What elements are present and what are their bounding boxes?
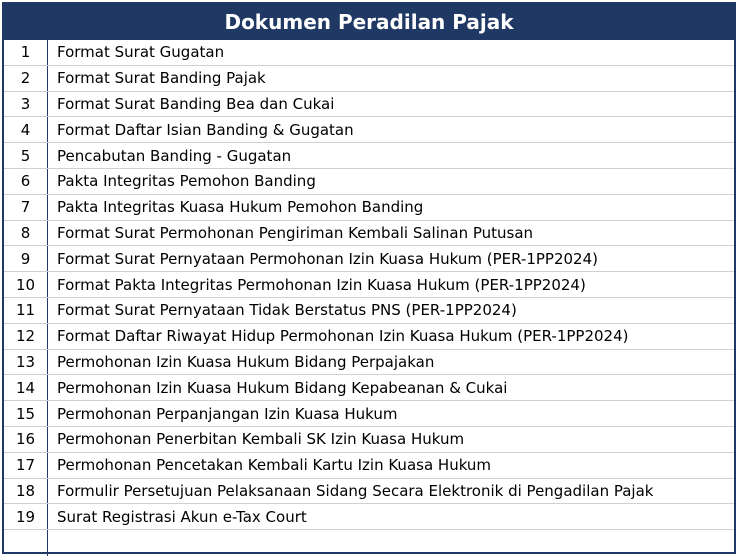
row-number: 1 xyxy=(4,40,48,65)
document-title-link[interactable]: Permohonan Penerbitan Kembali SK Izin Kuasa Hukum xyxy=(57,430,465,449)
row-number: 4 xyxy=(4,117,48,142)
document-title-link[interactable]: Format Surat Permohonan Pengiriman Kembali Salinan Putusan xyxy=(57,223,534,242)
document-title-link[interactable]: Format Surat Pernyataan Tidak Berstatus PNS (PER-1PP2024) xyxy=(57,301,517,320)
document-row[interactable] xyxy=(4,350,734,376)
page-title: Dokumen Peradilan Pajak xyxy=(224,10,514,34)
document-row[interactable] xyxy=(4,479,734,505)
document-title-link[interactable]: Format Surat Gugatan xyxy=(57,43,225,62)
document-row[interactable] xyxy=(4,246,734,272)
document-title-link[interactable]: Pakta Integritas Kuasa Hukum Pemohon Banding xyxy=(57,198,424,217)
row-number: 11 xyxy=(4,298,48,323)
row-number: 7 xyxy=(4,195,48,220)
row-number: 9 xyxy=(4,246,48,271)
document-title-link[interactable]: Format Surat Banding Pajak xyxy=(57,69,266,88)
document-title-link[interactable]: Permohonan Izin Kuasa Hukum Bidang Kepabeanan & Cukai xyxy=(57,378,508,397)
document-row[interactable] xyxy=(4,504,734,530)
document-row[interactable] xyxy=(4,40,734,66)
document-row[interactable] xyxy=(4,375,734,401)
row-number: 2 xyxy=(4,66,48,91)
row-number: 10 xyxy=(4,272,48,297)
row-number: 5 xyxy=(4,143,48,168)
document-row[interactable] xyxy=(4,324,734,350)
document-row[interactable] xyxy=(4,298,734,324)
row-number: 17 xyxy=(4,453,48,478)
row-number: 12 xyxy=(4,324,48,349)
row-number: 19 xyxy=(4,504,48,529)
document-title-link[interactable]: Formulir Persetujuan Pelaksanaan Sidang Secara Elektronik di Pengadilan Pajak xyxy=(57,481,654,500)
document-title-link[interactable]: Pakta Integritas Pemohon Banding xyxy=(57,172,316,191)
document-row[interactable] xyxy=(4,195,734,221)
document-row[interactable] xyxy=(4,272,734,298)
document-title-link[interactable]: Permohonan Izin Kuasa Hukum Bidang Perpajakan xyxy=(57,352,435,371)
document-title-link[interactable]: Format Daftar Isian Banding & Gugatan xyxy=(57,120,354,139)
document-table xyxy=(2,2,736,554)
document-title-link[interactable]: Permohonan Perpanjangan Izin Kuasa Hukum xyxy=(57,404,398,423)
row-number xyxy=(4,530,48,556)
document-row[interactable] xyxy=(4,427,734,453)
document-row[interactable] xyxy=(4,221,734,247)
document-title-link[interactable]: Pencabutan Banding - Gugatan xyxy=(57,146,292,165)
document-title-link[interactable]: Format Surat Banding Bea dan Cukai xyxy=(57,94,335,113)
document-title-link[interactable]: Format Pakta Integritas Permohonan Izin Kuasa Hukum (PER-1PP2024) xyxy=(57,275,586,294)
row-number: 16 xyxy=(4,427,48,452)
table-header xyxy=(4,4,734,40)
document-title-link[interactable]: Format Daftar Riwayat Hidup Permohonan Izin Kuasa Hukum (PER-1PP2024) xyxy=(57,327,629,346)
document-row[interactable] xyxy=(4,117,734,143)
row-number: 13 xyxy=(4,350,48,375)
document-title-link[interactable]: Surat Registrasi Akun e-Tax Court xyxy=(57,507,307,526)
document-row[interactable] xyxy=(4,66,734,92)
document-row[interactable] xyxy=(4,143,734,169)
document-row[interactable] xyxy=(4,453,734,479)
document-row[interactable] xyxy=(4,92,734,118)
document-row[interactable] xyxy=(4,401,734,427)
row-number: 15 xyxy=(4,401,48,426)
document-title-link xyxy=(48,530,734,556)
row-number: 14 xyxy=(4,375,48,400)
row-number: 6 xyxy=(4,169,48,194)
row-number: 18 xyxy=(4,479,48,504)
row-number: 8 xyxy=(4,221,48,246)
document-title-link[interactable]: Permohonan Pencetakan Kembali Kartu Izin Kuasa Hukum xyxy=(57,456,492,475)
row-number: 3 xyxy=(4,92,48,117)
document-title-link[interactable]: Format Surat Pernyataan Permohonan Izin Kuasa Hukum (PER-1PP2024) xyxy=(57,249,598,268)
document-list xyxy=(4,40,734,556)
document-row[interactable] xyxy=(4,169,734,195)
empty-row xyxy=(4,530,734,556)
